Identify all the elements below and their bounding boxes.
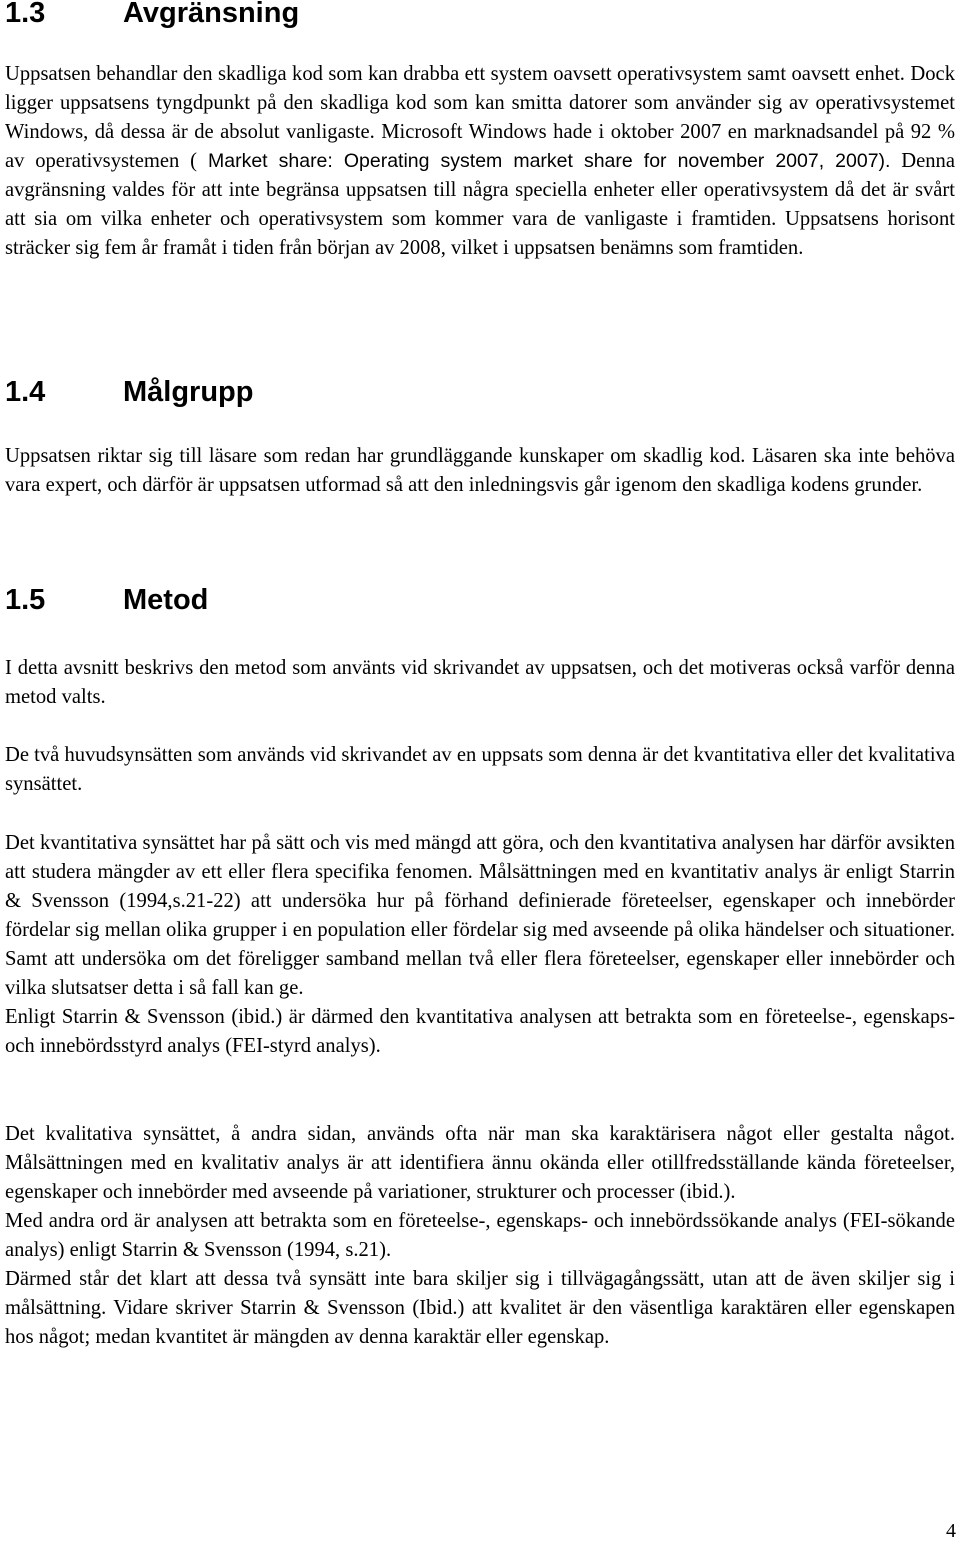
section-number: 1.4 <box>5 376 46 408</box>
metod-paragraph-1 <box>5 654 955 712</box>
paragraph: Uppsatsen behandlar den skadliga kod som kan drabba ett system oavsett operativsystem samt oavsett enhet. Dock ligger uppsatsens tyngdpunkt på den skadliga kod som kan smitta datorer som använder sig av operativsystemet Windows, då dessa är de absolut vanligaste. Microsoft Windows hade i oktober 2007 en marknadsandel på 92 % av operativsystemen ( Market share: Operating system market share for november 2007, 2007). Denna avgränsning valdes för att inte begränsa uppsatsen till några speciella enheter eller operativsystem då det är svårt att sia om vilka enheter och operativsystem som kommer vara de vanligaste i framtiden. Uppsatsens horisont sträcker sig fem år framåt i tiden från början av 2008, vilket i uppsatsen benämns som framtiden. <box>5 63 955 259</box>
page-number: 4 <box>946 1520 956 1542</box>
paragraph: Enligt Starrin & Svensson (ibid.) är därmed den kvantitativa analysen att betrakta som en företeelse-, egenskaps- och innebördsstyrd analys (FEI-styrd analys). <box>5 1006 955 1057</box>
metod-paragraph-5 <box>5 1120 955 1352</box>
paragraph: Det kvantitativa synsättet har på sätt och vis med mängd att göra, och den kvantitativa analysen har därför avsikten att studera mängder av ett eller flera specifika fenomen. Målsättningen med en kvantitativ analys är enligt Starrin & Svensson (1994,s.21-22) att undersöka hur på förhand definierade företeelser, egenskaper och innebörder fördelar sig mellan olika grupper i en population eller fördelar sig med avseende på olika händelser och situationer. Samt att undersöka om det föreligger samband mellan två eller flera företeelser, egenskaper eller innebörder och vilka slutsatser detta i så fall kan ge. <box>5 832 955 999</box>
malgrupp-body <box>5 442 955 500</box>
section-title: Metod <box>123 584 209 616</box>
section-avgransning <box>5 0 955 28</box>
paragraph: Med andra ord är analysen att betrakta som en företeelse-, egenskaps- och innebördssökande analys (FEI-sökande analys) enligt Starrin & Svensson (1994, s.21). <box>5 1210 955 1261</box>
section-metod <box>5 585 955 615</box>
paragraph: Därmed står det klart att dessa två synsätt inte bara skiljer sig i tillvägagångssätt, utan att de även skiljer sig i målsättning. Vidare skriver Starrin & Svensson (Ibid.) att kvalitet är den väsentliga karaktären eller egenskapen hos något; medan kvantitet är mängden av denna karaktär eller egenskap. <box>5 1268 955 1348</box>
section-title: Målgrupp <box>123 376 254 408</box>
section-malgrupp <box>5 377 955 407</box>
paragraph: Uppsatsen riktar sig till läsare som redan har grundläggande kunskaper om skadlig kod. Läsaren ska inte behöva vara expert, och därför är uppsatsen utformad så att den inledningsvis går igenom den skadliga kodens grunder. <box>5 445 955 496</box>
paragraph: De två huvudsynsätten som används vid skrivandet av en uppsats som denna är det kvantitativa eller det kvalitativa synsättet. <box>5 744 955 795</box>
section-number: 1.5 <box>5 584 46 616</box>
metod-paragraph-3 <box>5 829 955 1061</box>
section-title: Avgränsning <box>123 0 300 29</box>
avgransning-body <box>5 60 955 263</box>
metod-paragraph-2 <box>5 741 955 799</box>
section-heading <box>5 585 955 615</box>
paragraph: Det kvalitativa synsättet, å andra sidan, används ofta när man ska karaktärisera något eller gestalta något. Målsättningen med en kvalitativ analys är att identifiera ännu okända eller otillfredsställande kända företeelser, egenskaper och innebörder med avseende på variationer, strukturer och processer (ibid.). <box>5 1123 955 1203</box>
paragraph: I detta avsnitt beskrivs den metod som använts vid skrivandet av uppsatsen, och det motiveras också varför denna metod valts. <box>5 657 955 708</box>
section-number: 1.3 <box>5 0 46 29</box>
section-heading <box>5 377 955 407</box>
section-heading <box>5 0 955 28</box>
